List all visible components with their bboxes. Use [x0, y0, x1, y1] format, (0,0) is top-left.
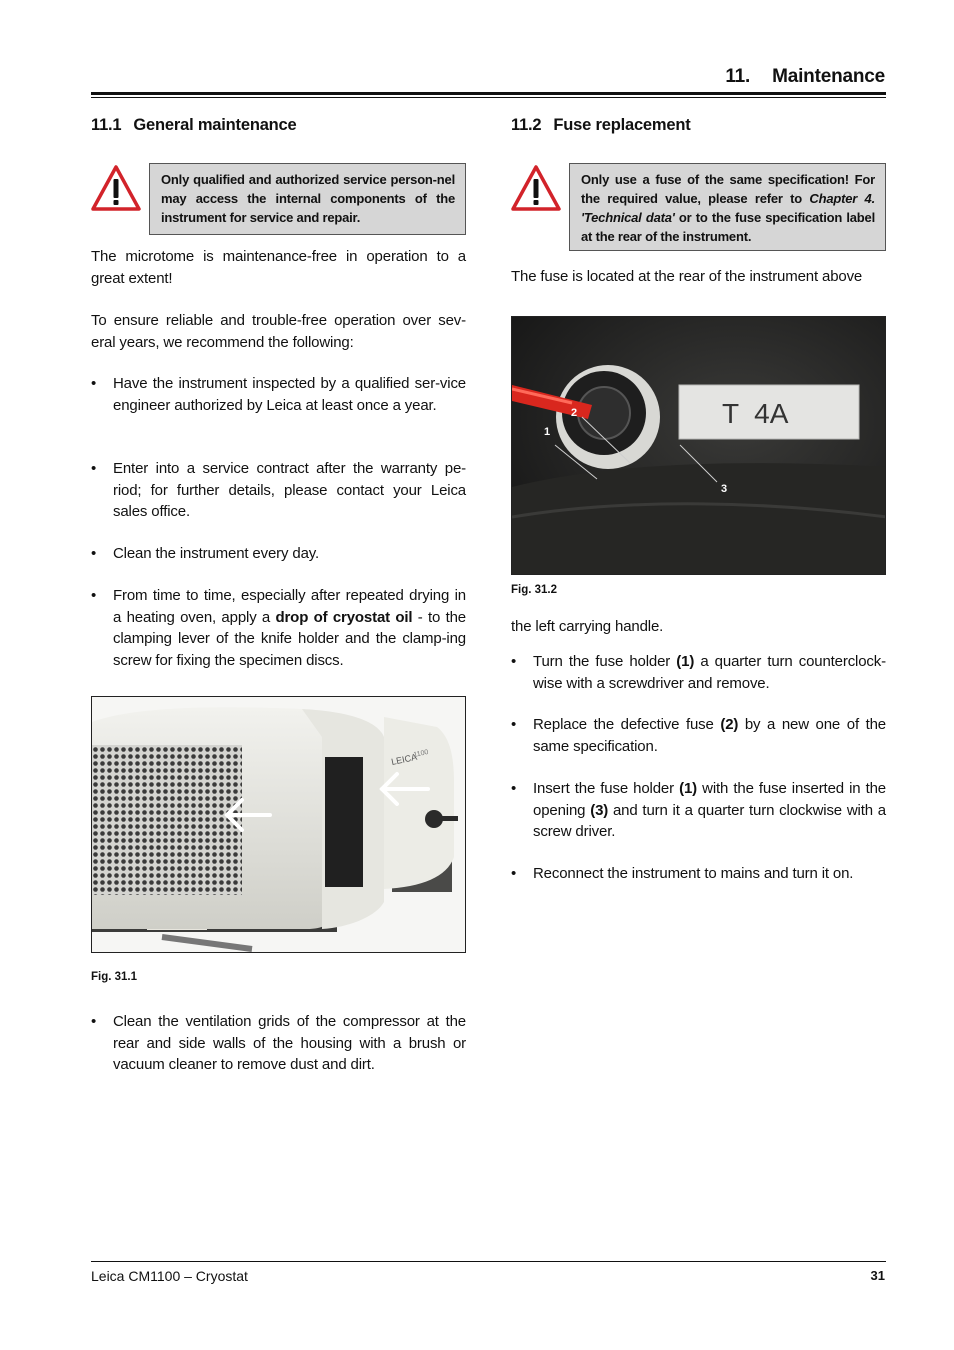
figure-fuse-label: T 4A [722, 398, 789, 429]
section-title: General maintenance [133, 116, 297, 134]
callout-3: 3 [721, 483, 728, 495]
section-number: 11.1 [91, 116, 122, 134]
list-item: • Clean the instrument every day. [91, 545, 320, 562]
list-item: • Enter into a service contract after the warranty pe-riod; for further details, please contact your Leica sales office. [91, 460, 466, 520]
chapter-reference: Chapter 4. 'Technical data' [581, 191, 875, 225]
figure-model-label: 1100 [412, 748, 430, 759]
page-number: 31 [870, 1268, 885, 1283]
chapter-title: Maintenance [772, 66, 885, 87]
list-item-text: Have the instrument inspected by a qualified ser-vice engineer authorized by Leica at least once a year. [113, 375, 466, 414]
list-item: • Have the instrument inspected by a qualified ser-vice engineer authorized by Leica at least once a year. [91, 375, 466, 414]
list-item: • Clean the ventilation grids of the compressor at the rear and side walls of the housing with a brush or vacuum cleaner to remove dust and dirt. [91, 1013, 466, 1073]
section-heading-fuse-replacement [511, 116, 691, 135]
warning-triangle-icon [91, 164, 141, 212]
paragraph-recommendation: To ensure reliable and trouble-free operation over sev-eral years, we recommend the following: [91, 312, 466, 351]
section-title: Fuse replacement [553, 116, 691, 134]
list-item: • Reconnect the instrument to mains and turn it on. [511, 865, 854, 882]
header-rule [91, 92, 886, 95]
chapter-number: 11. [725, 66, 751, 87]
paragraph-maintenance-free: The microtome is maintenance-free in operation to a great extent! [91, 248, 466, 287]
emphasis-cryostat-oil: drop of cryostat oil [275, 608, 413, 626]
figure-brand-label: LEICA [390, 751, 418, 767]
warning-box-fuse: Only use a fuse of the same specification! For the required value, please refer to Chapter 4. 'Technical data' or to the fuse specification label at the rear of the instrument. [569, 163, 886, 251]
warning-triangle-icon [511, 164, 561, 212]
list-item-text: Enter into a service contract after the warranty pe-riod; for further details, please contact your Leica sales office. [113, 460, 466, 520]
paragraph-fuse-location: The fuse is located at the rear of the instrument above [511, 268, 863, 285]
callout-2: 2 [571, 407, 578, 419]
list-item: • Replace the defective fuse (2) by a new one of the same specification. [511, 716, 886, 755]
list-item-text: Reconnect the instrument to mains and turn it on. [533, 865, 854, 882]
footer-rule [91, 1261, 886, 1262]
list-item: • From time to time, especially after repeated drying in a heating oven, apply a drop of cryostat oil - to the clamping lever of the knife holder and the clamp-ing screw for fixing the specimen discs. [91, 587, 466, 669]
chapter-heading [725, 66, 885, 88]
footer-product: Leica CM1100 – Cryostat [91, 1268, 248, 1284]
list-item: • Turn the fuse holder (1) a quarter turn counterclock-wise with a screwdriver and remove. [511, 653, 886, 692]
callout-1: 1 [544, 426, 551, 438]
section-number: 11.2 [511, 116, 542, 134]
list-item: • Insert the fuse holder (1) with the fuse inserted in the opening (3) and turn it a quarter turn clockwise with a screw driver. [511, 780, 887, 840]
paragraph-carrying-handle: the left carrying handle. [511, 618, 664, 635]
list-item-text: Clean the ventilation grids of the compressor at the rear and side walls of the housing with a brush or vacuum cleaner to remove dust and dirt. [113, 1013, 466, 1073]
figure-cryostat-housing [91, 696, 466, 953]
figure-fuse-holder [511, 316, 886, 575]
figure-caption-31-2: Fig. 31.2 [511, 584, 558, 596]
figure-caption-31-1: Fig. 31.1 [91, 971, 138, 983]
list-item-text: Clean the instrument every day. [113, 545, 320, 562]
header-rule-thin [91, 97, 886, 98]
section-heading-general-maintenance [91, 116, 297, 135]
warning-box-service: Only qualified and authorized service person-nel may access the internal components of the instrument for service and repair. [149, 163, 466, 235]
